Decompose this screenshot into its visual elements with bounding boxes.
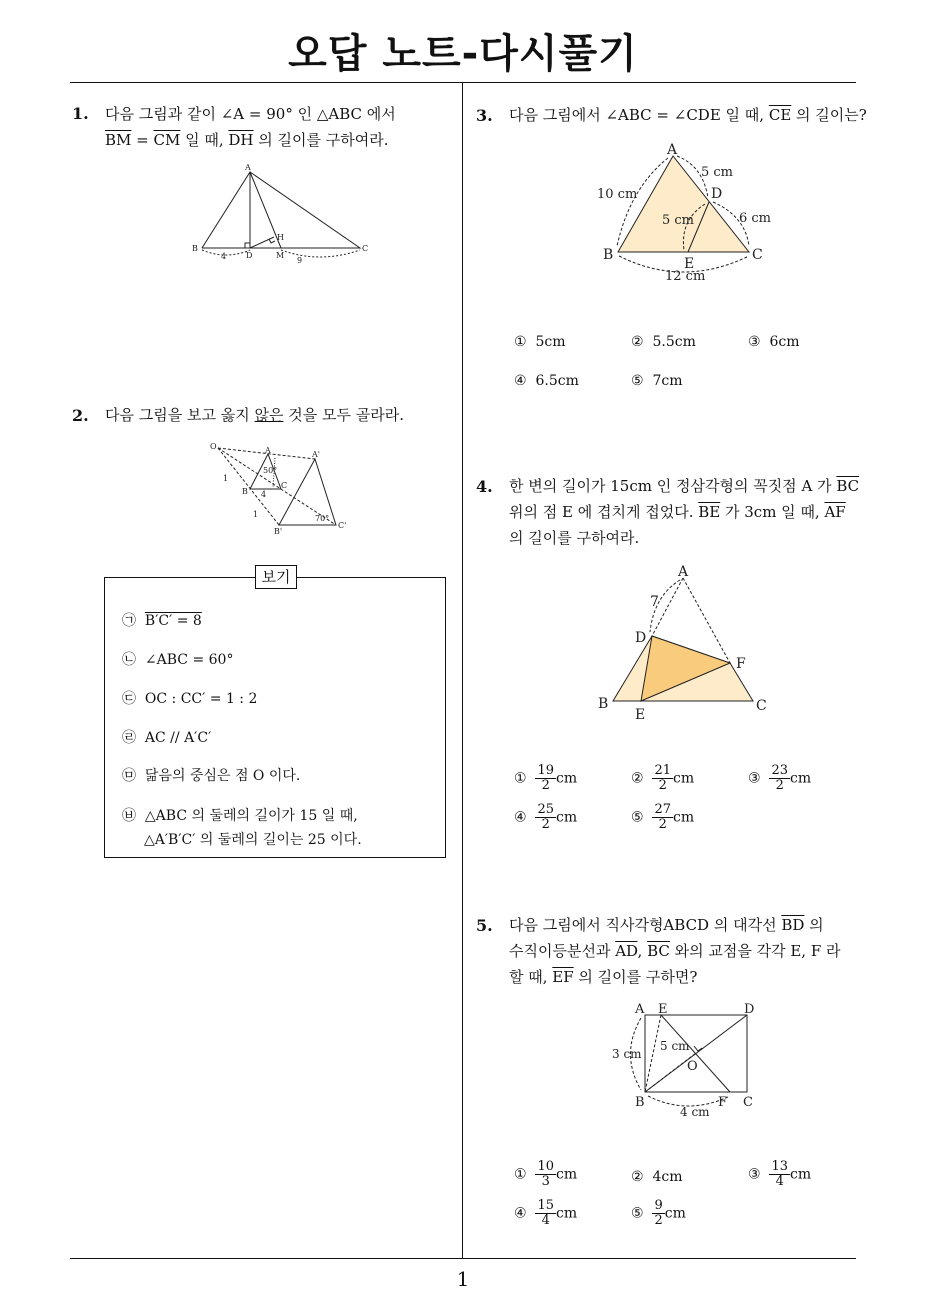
fraction-denominator: 3: [541, 1174, 550, 1189]
q4-choice-1[interactable]: [514, 764, 577, 793]
choice-fraction: [652, 803, 673, 832]
segment-bm: $\overline{BM}$: [105, 131, 132, 149]
bogi-text: △ABC 의 둘레의 길이가 15 일 때,: [144, 808, 358, 824]
q5-text: [509, 912, 841, 990]
q2-angle-c: 70°: [315, 514, 330, 523]
q2-label-c: C: [281, 481, 288, 490]
choice-mark: ④: [514, 373, 527, 389]
q5-text-part: 의: [804, 916, 824, 934]
page-number: 1: [456, 1267, 470, 1291]
q3-len-ab: 10 cm: [597, 187, 638, 202]
q2-angle-a: 50°: [263, 466, 278, 475]
choice-mark: ④: [514, 1205, 527, 1222]
q3-label-d: D: [711, 186, 723, 202]
bogi-item-3: [122, 688, 257, 708]
choice-fraction: [769, 764, 790, 793]
bogi-item-1: [122, 610, 202, 630]
q5-label-f: F: [718, 1095, 728, 1110]
q3-text-part: 다음 그림에서 ∠ABC = ∠CDE 일 때,: [509, 106, 769, 124]
q2-text: [105, 402, 404, 428]
header-rule: [70, 82, 856, 83]
q2-label-b-prime: B': [274, 527, 283, 536]
choice-text: 6.5cm: [535, 373, 579, 389]
fraction-numerator: 19: [537, 763, 555, 778]
segment-bc: $\overline{BC}$: [647, 942, 670, 960]
q5-label-e: E: [658, 1002, 668, 1017]
q4-choice-3[interactable]: [748, 764, 811, 793]
fraction-numerator: 9: [654, 1198, 663, 1213]
q3-label-b: B: [603, 247, 614, 263]
bogi-item-4: [122, 727, 211, 747]
q3-choice-4[interactable]: [514, 373, 579, 389]
q5-choice-1[interactable]: [514, 1160, 577, 1189]
q5-len-eo: 5 cm: [660, 1039, 690, 1053]
q3-len-de: 5 cm: [662, 213, 695, 228]
q3-figure: [595, 138, 775, 283]
q3-label-e: E: [684, 256, 695, 272]
q2-label-o: O: [210, 442, 217, 451]
segment-be: $\overline{BE}$: [698, 503, 721, 521]
bogi-mark: ㉤: [122, 768, 136, 784]
q5-choice-4[interactable]: [514, 1199, 577, 1228]
segment-ef: $\overline{EF}$: [552, 968, 574, 986]
choice-fraction: [535, 803, 556, 832]
q2-text-part: 것을 모두 골라라.: [283, 406, 404, 424]
q1-text-part: 일 때,: [180, 131, 229, 149]
q5-line1: [509, 912, 841, 938]
q1-label-b: B: [192, 244, 198, 253]
choice-text: 6cm: [769, 334, 800, 350]
q4-len-ad: 7: [650, 594, 659, 610]
segment-dh: $\overline{DH}$: [228, 131, 254, 149]
fraction-numerator: 21: [654, 763, 672, 778]
choice-unit: cm: [673, 809, 695, 826]
segment-bc: $\overline{BC}$: [836, 477, 860, 495]
choice-fraction: [652, 1199, 664, 1228]
choice-mark: ⑤: [631, 809, 644, 826]
q1-number: 1.: [72, 104, 89, 123]
q4-text: [509, 473, 859, 551]
q2-len-bb: 1: [253, 510, 259, 519]
choice-unit: cm: [556, 1205, 578, 1222]
choice-text: 7cm: [652, 373, 683, 389]
q5-text-part: 할 때,: [509, 968, 553, 986]
q5-text-part: 와의 교점을 각각 E, F 라: [669, 942, 841, 960]
q4-figure: [590, 560, 780, 725]
choice-mark: ①: [514, 1166, 527, 1183]
choice-unit: cm: [556, 1166, 578, 1183]
q4-label-a: A: [678, 564, 689, 580]
bogi-text: OC : CC′ = 1 : 2: [144, 691, 258, 707]
q3-label-a: A: [667, 142, 678, 158]
q1-label-d: D: [246, 251, 253, 260]
q2-number: 2.: [72, 406, 89, 425]
q3-text-part: 의 길이는?: [791, 106, 867, 124]
bogi-mark: ㉣: [122, 730, 136, 746]
bogi-label: 보기: [255, 565, 297, 589]
q4-choice-2[interactable]: [631, 764, 694, 793]
q1-label-a: A: [245, 163, 251, 172]
q2-figure: [205, 438, 355, 538]
choice-mark: ②: [631, 1169, 644, 1185]
bogi-text: 닮음의 중심은 점 O 이다.: [144, 768, 301, 784]
q5-label-a: A: [635, 1002, 645, 1017]
segment-cm: $\overline{CM}$: [153, 131, 181, 149]
q4-text-part: 가 3cm 일 때,: [720, 503, 825, 521]
fraction-denominator: 2: [775, 778, 784, 793]
q5-text-part: ,: [637, 942, 648, 960]
q4-line3: 의 길이를 구하여라.: [509, 529, 640, 547]
footer-rule: [70, 1258, 856, 1259]
column-divider: [462, 83, 463, 1258]
q5-len-ab: 3 cm: [612, 1047, 642, 1061]
choice-unit: cm: [790, 1166, 812, 1183]
fraction-denominator: 2: [658, 778, 667, 793]
fraction-numerator: 15: [537, 1198, 555, 1213]
q4-line1: [509, 473, 859, 499]
q1-len-bd: 4: [221, 252, 227, 261]
choice-unit: cm: [790, 770, 812, 787]
fraction-denominator: 2: [541, 778, 550, 793]
q2-text-part: 다음 그림을 보고 옳지: [105, 406, 255, 424]
bogi-text: ∠ABC = 60°: [144, 652, 234, 668]
choice-mark: ③: [748, 770, 761, 787]
choice-text: 4cm: [652, 1169, 683, 1185]
q1-text-part: =: [131, 131, 154, 149]
choice-mark: ③: [748, 334, 761, 350]
q5-text-part: 다음 그림에서 직사각형ABCD 의 대각선: [509, 916, 782, 934]
q2-emphasis: 않은: [254, 406, 284, 424]
q5-label-d: D: [744, 1002, 755, 1017]
q3-len-ad: 5 cm: [701, 165, 734, 180]
q4-choice-5[interactable]: [631, 803, 694, 832]
page-title: 오답 노트-다시풀기: [288, 31, 638, 77]
q2-label-b: B: [242, 487, 248, 496]
bogi-item-5: [122, 765, 300, 785]
choice-mark: ①: [514, 334, 527, 350]
bogi-mark: ㉡: [122, 652, 136, 668]
fraction-numerator: 25: [537, 802, 555, 817]
q1-text-part: 의 길이를 구하여라.: [253, 131, 389, 149]
choice-mark: ③: [748, 1166, 761, 1183]
q1-line2: [105, 127, 396, 153]
bogi-item-2: [122, 649, 233, 669]
q4-label-d: D: [635, 630, 647, 646]
segment-af: $\overline{AF}$: [824, 503, 846, 521]
fraction-numerator: 27: [654, 802, 672, 817]
choice-mark: ②: [631, 770, 644, 787]
q5-choice-3[interactable]: [748, 1160, 811, 1189]
q3-text: [509, 102, 867, 128]
choice-unit: cm: [673, 770, 695, 787]
choice-fraction: [535, 764, 556, 793]
q2-label-c-prime: C': [338, 521, 347, 530]
bogi-mark: ㉢: [122, 691, 136, 707]
q3-choice-2[interactable]: [631, 334, 696, 350]
q5-number: 5.: [476, 916, 493, 935]
q5-label-b: B: [635, 1095, 645, 1110]
bogi-text-2: △A′B′C′ 의 둘레의 길이는 25 이다.: [144, 832, 362, 848]
q4-line2: [509, 499, 859, 525]
q3-choice-1[interactable]: [514, 334, 566, 350]
choice-unit: cm: [664, 1205, 686, 1222]
q3-number: 3.: [476, 106, 493, 125]
choice-fraction: [652, 764, 673, 793]
choice-unit: cm: [556, 770, 578, 787]
q4-text-part: 한 변의 길이가 15cm 인 정삼각형의 꼭짓점 A 가: [509, 477, 837, 495]
choice-mark: ⑤: [631, 1205, 644, 1222]
choice-mark: ②: [631, 334, 644, 350]
choice-text: 5cm: [535, 334, 566, 350]
q4-number: 4.: [476, 477, 493, 496]
q5-text-part: 의 길이를 구하면?: [573, 968, 698, 986]
q1-len-mc: 9: [297, 256, 303, 265]
bogi-mark: ㉠: [122, 613, 136, 629]
bogi-mark: ㉥: [122, 808, 136, 824]
q5-len-bc: 4 cm: [680, 1105, 710, 1119]
choice-mark: ⑤: [631, 373, 644, 389]
q5-label-c: C: [743, 1095, 753, 1110]
segment-bd: $\overline{BD}$: [781, 916, 805, 934]
choice-fraction: [535, 1160, 556, 1189]
choice-fraction: [769, 1160, 790, 1189]
choice-unit: cm: [556, 809, 578, 826]
bogi-item-6: [122, 804, 362, 852]
fraction-denominator: 4: [541, 1213, 550, 1228]
q4-label-e: E: [635, 707, 646, 723]
choice-fraction: [535, 1199, 556, 1228]
fraction-denominator: 4: [775, 1174, 784, 1189]
fraction-denominator: 2: [658, 817, 667, 832]
fraction-numerator: 10: [537, 1159, 555, 1174]
q2-label-a-prime: A': [312, 450, 320, 459]
q4-text-part: 위의 점 E 에 겹치게 접었다.: [509, 503, 699, 521]
q5-choice-5[interactable]: [631, 1199, 686, 1228]
q1-label-c: C: [362, 244, 369, 253]
fraction-denominator: 2: [541, 817, 550, 832]
q3-len-dc: 6 cm: [739, 211, 772, 226]
q5-label-o: O: [687, 1059, 698, 1074]
q3-len-bc: 12 cm: [665, 269, 706, 283]
q4-label-f: F: [736, 656, 746, 672]
choice-mark: ④: [514, 809, 527, 826]
q5-line3: [509, 964, 841, 990]
q1-label-m: M: [276, 251, 285, 260]
q2-len-ob: 1: [223, 474, 229, 483]
q3-label-c: C: [752, 247, 763, 263]
segment-ad: $\overline{AD}$: [615, 942, 638, 960]
q4-label-c: C: [756, 698, 767, 714]
q1-figure: [185, 160, 375, 270]
q3-choice-3[interactable]: [748, 334, 800, 350]
q4-label-b: B: [598, 696, 609, 712]
choice-mark: ①: [514, 770, 527, 787]
q5-line2: [509, 938, 841, 964]
q3-choice-5[interactable]: [631, 373, 683, 389]
q5-choice-2[interactable]: [631, 1169, 683, 1185]
fraction-denominator: 2: [654, 1213, 663, 1228]
q2-label-a: A: [265, 446, 271, 455]
q4-choice-4[interactable]: [514, 803, 577, 832]
q2-len-bc: 4: [261, 490, 267, 499]
choice-text: 5.5cm: [652, 334, 696, 350]
fraction-numerator: 23: [771, 763, 789, 778]
q1-line1: 다음 그림과 같이 ∠A = 90° 인 △ABC 에서: [105, 105, 396, 123]
q5-figure: [608, 998, 768, 1123]
q5-text-part: 수직이등분선과: [509, 942, 616, 960]
fraction-numerator: 13: [771, 1159, 789, 1174]
segment-ce: $\overline{CE}$: [768, 106, 792, 124]
q1-label-h: H: [277, 233, 284, 242]
bogi-text: AC // A′C′: [144, 730, 212, 746]
q1-text: [105, 101, 396, 153]
bogi-text: B′C′ = 8: [144, 613, 202, 629]
